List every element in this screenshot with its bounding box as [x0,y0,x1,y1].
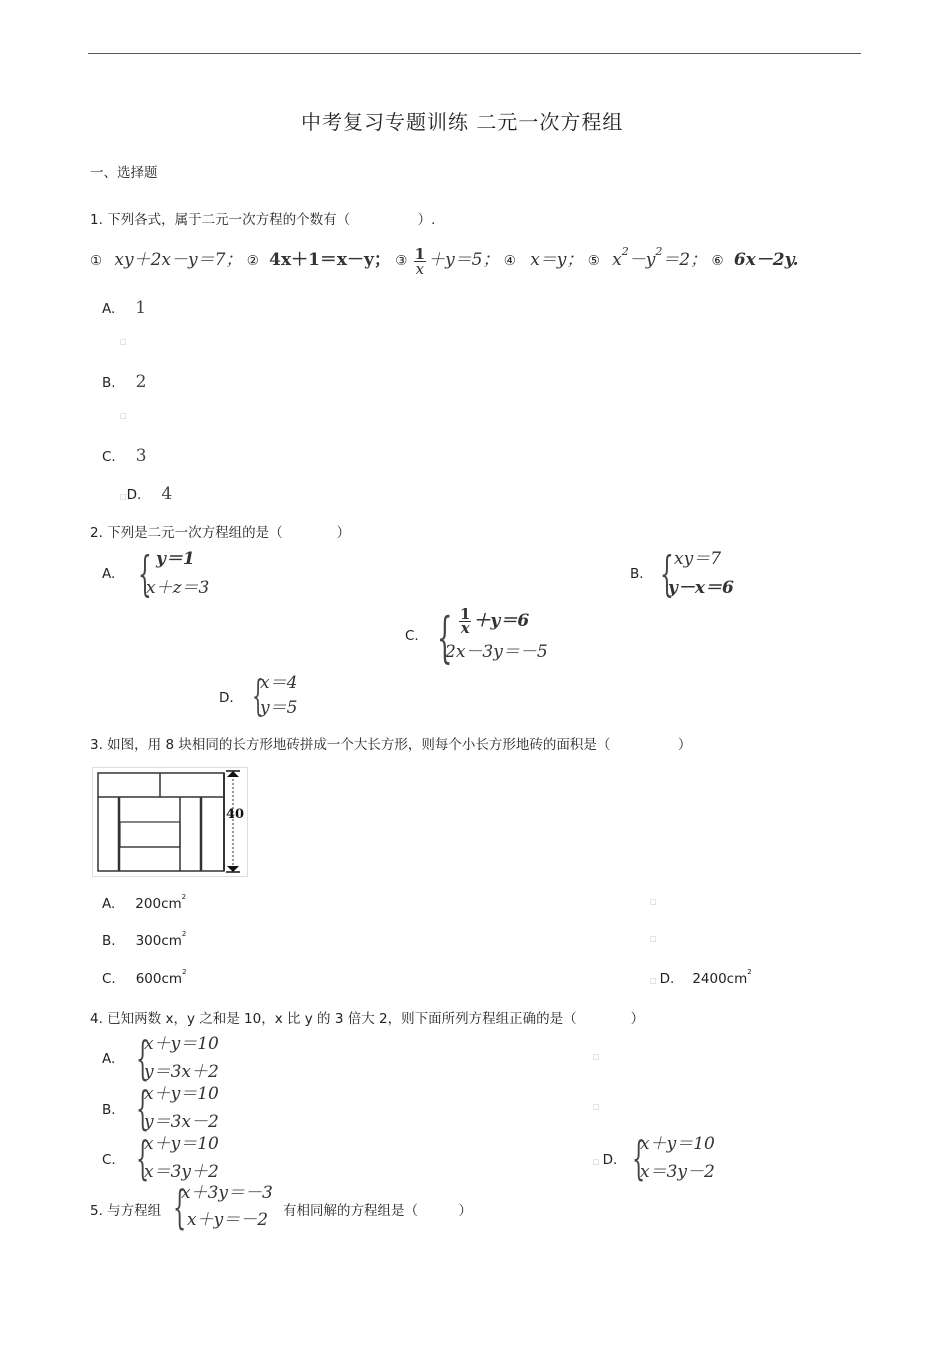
circled-5: ⑤ [587,253,600,269]
q2-option-a-label[interactable]: A. [102,566,116,582]
equation-row: x＋3y＝－3 [181,1183,273,1203]
equation-part: ＋y＝6 [473,611,530,631]
circled-6: ⑥ [711,253,724,269]
option-label: B. [102,375,116,391]
brace-icon: { [136,1081,150,1135]
question-5-stem-start: 5. 与方程组 [90,1203,162,1219]
brace-icon: { [138,546,152,602]
equation-row: x＝3y－2 [640,1162,715,1182]
option-value: 1 [135,298,147,318]
equation-row: xy＝7 [674,549,722,569]
q3-option-a[interactable] [102,893,187,912]
expression-1: xy＋2x－y＝7； [114,250,243,270]
question-5-stem-end: 有相同解的方程组是（ ） [283,1203,472,1219]
equation-row: x＋y＝10 [640,1134,715,1154]
circled-4: ④ [503,253,516,269]
q4-option-d-label[interactable] [593,1152,617,1168]
q1-option-a[interactable] [102,298,146,318]
q2-option-d-system [252,671,297,721]
option-value: 2 [135,372,147,392]
q3-option-c[interactable] [102,968,187,987]
expression-4: x＝y； [530,250,584,270]
option-value: 2400cm [692,971,748,987]
brace-icon: { [632,1131,646,1185]
tile-figure [92,767,248,877]
equation-row: x＝3y＋2 [144,1162,219,1182]
fraction [459,605,471,637]
superscript: 2 [182,968,187,976]
q4-option-c-label[interactable]: C. [102,1152,116,1168]
placeholder-mark: □ [650,935,657,943]
exponent: 2 [655,245,663,258]
brace-icon: { [437,606,453,669]
equation-row: y＝5 [260,698,298,718]
placeholder-mark: □ [593,1103,600,1111]
q3-option-b[interactable] [102,930,187,949]
question-4-stem: 4. 已知两数 x，y 之和是 10，x 比 y 的 3 倍大 2，则下面所列方程组正确的是（ ） [90,1011,645,1027]
expression-2: 4x＋1＝x－y； [269,250,391,270]
superscript: 2 [747,968,752,976]
superscript: 2 [181,893,187,901]
equation-row: y＝3x－2 [144,1112,219,1132]
expression-5 [612,245,708,270]
placeholder-mark: □ [593,1053,600,1061]
equation-row: y－x＝6 [668,578,734,598]
equation-row: x＝4 [260,673,298,693]
placeholder-mark: □ [120,493,127,501]
equation-row: y＝3x＋2 [144,1062,219,1082]
q4-option-a-label[interactable]: A. [102,1051,116,1067]
brace-icon: { [173,1180,187,1234]
option-label: C. [102,449,116,465]
q4-option-c-system [136,1130,219,1186]
header-rule [88,53,861,54]
option-value: 600cm [135,971,183,987]
equation-row: y＝1 [156,549,195,569]
q2-option-c-system [437,606,548,668]
section-heading: 一、选择题 [90,165,158,181]
option-label: D. [602,1152,618,1168]
placeholder-mark: □ [593,1158,600,1166]
question-2-stem: 2. 下列是二元一次方程组的是（ ） [90,525,351,541]
q4-option-d-system [632,1130,715,1186]
option-value: 300cm [135,933,182,949]
option-value: 200cm [135,896,182,912]
circled-2: ② [246,253,259,269]
expression-6: 6x－2y. [733,250,799,270]
option-label: D. [126,487,142,503]
equation-row: 2x－3y＝－5 [445,642,548,662]
q1-option-d[interactable] [120,484,172,504]
equation-row: x＋y＝10 [144,1084,219,1104]
question-1-expressions [90,245,798,276]
fraction-numerator: 1 [460,605,471,623]
fraction-denominator: x [460,619,470,637]
option-value: 4 [161,484,173,504]
brace-icon: { [252,671,265,720]
placeholder-mark: □ [120,338,127,346]
equation-row [437,606,548,637]
question-3-stem: 3. 如图，用 8 块相同的长方形地砖拼成一个大长方形，则每个小长方形地砖的面积是（ ） [90,737,692,753]
equation-row: x＋y＝－2 [187,1210,269,1230]
option-label: A. [102,896,116,912]
q4-option-b-label[interactable]: B. [102,1102,116,1118]
q4-option-a-system [136,1030,219,1086]
option-label: C. [102,971,116,987]
q3-option-d[interactable] [650,968,752,987]
expression-5-part: ＝2； [662,250,708,270]
q1-option-c[interactable] [102,446,147,466]
brace-icon: { [136,1031,150,1085]
brace-icon: { [660,546,674,602]
q2-option-c-label[interactable]: C. [405,628,419,644]
fraction-denominator: x [415,259,425,278]
expression-5-part: x [612,250,622,270]
fraction-numerator: 1 [414,244,426,263]
equation-row: x＋y＝10 [144,1034,219,1054]
option-label: D. [659,971,675,987]
circled-1: ① [90,253,103,269]
question-1-stem: 1. 下列各式，属于二元一次方程的个数有（ ）. [90,212,436,228]
q2-option-b-system [660,545,734,603]
q2-option-a-system [138,545,209,603]
option-value: 3 [135,446,147,466]
placeholder-mark: □ [120,412,127,420]
equation-row: x＋z＝3 [146,578,210,598]
figure-dimension-label: 40 [226,807,245,822]
equation-row: x＋y＝10 [144,1134,219,1154]
placeholder-mark: □ [650,977,657,985]
option-label: B. [102,933,116,949]
expression-3: ＋y＝5； [428,250,500,270]
exponent: 2 [621,245,629,258]
q4-option-b-system [136,1080,219,1136]
document-title: 中考复习专题训练 二元一次方程组 [301,110,624,134]
placeholder-mark: □ [650,898,657,906]
circled-3: ③ [395,253,408,269]
superscript: 2 [181,930,187,938]
question-5-system [173,1180,273,1234]
option-label: A. [102,301,116,317]
q2-option-b-label[interactable]: B. [630,566,644,582]
q1-option-b[interactable] [102,372,146,392]
q2-option-d-label[interactable]: D. [219,690,234,706]
expression-3-fraction [414,244,426,278]
expression-5-part: －y [628,250,656,270]
brace-icon: { [136,1131,150,1185]
